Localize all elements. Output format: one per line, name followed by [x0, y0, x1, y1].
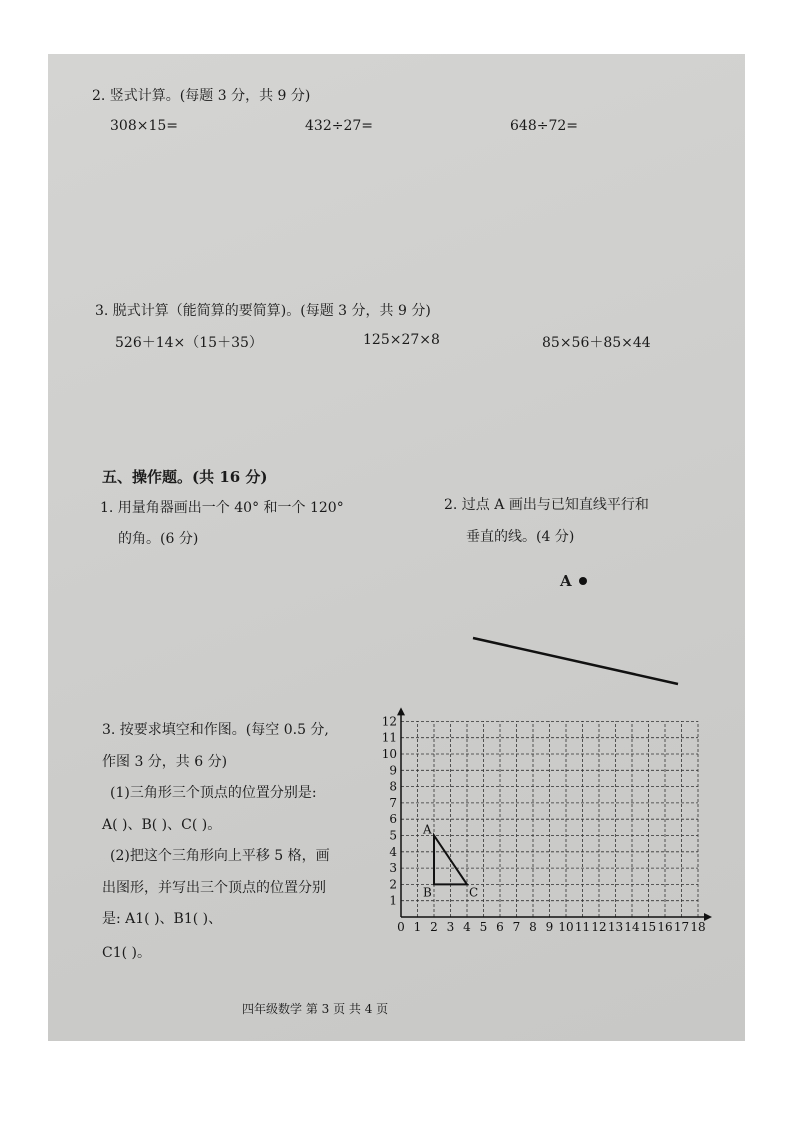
op-q2-line1: 2. 过点 A 画出与已知直线平行和	[444, 497, 649, 513]
y-tick-label: 5	[389, 828, 397, 843]
y-tick-label: 4	[389, 844, 397, 859]
y-tick-label: 10	[381, 747, 397, 761]
y-tick-label: 6	[389, 812, 397, 827]
x-tick-label: 0	[397, 920, 405, 934]
x-tick-label: 12	[591, 920, 607, 934]
x-tick-label: 13	[607, 920, 624, 934]
q2-item-2: 432÷27=	[305, 118, 373, 134]
op-q3-line6: 出图形，并写出三个顶点的位置分别	[102, 880, 326, 896]
x-tick-label: 14	[624, 920, 640, 934]
x-tick-label: 17	[673, 920, 690, 934]
y-tick-label: 12	[381, 714, 397, 729]
x-tick-label: 7	[512, 920, 521, 934]
y-tick-label: 2	[389, 877, 397, 892]
y-tick-label: 1	[389, 893, 397, 908]
x-tick-label: 18	[690, 920, 706, 934]
op-q3-line2: 作图 3 分，共 6 分)	[102, 754, 228, 770]
triangle-vertex-label: A	[423, 822, 432, 837]
op-q2-line2: 垂直的线。(4 分)	[466, 529, 575, 545]
op-q3-line3: (1)三角形三个顶点的位置分别是:	[110, 785, 317, 801]
point-a-label: A	[560, 572, 572, 590]
x-tick-label: 4	[463, 920, 471, 934]
q3-item-1: 526＋14×（15＋35）	[115, 335, 263, 351]
x-tick-label: 9	[545, 920, 554, 934]
q3-title: 3. 脱式计算（能简算的要简算)。(每题 3 分，共 9 分)	[95, 303, 431, 319]
q2-item-1: 308×15=	[110, 118, 178, 134]
y-tick-label: 9	[389, 763, 397, 778]
section5-title: 五、操作题。(共 16 分)	[102, 468, 268, 486]
op-q3-line1: 3. 按要求填空和作图。(每空 0.5 分,	[102, 722, 329, 738]
x-tick-label: 15	[640, 920, 657, 934]
footer: 四年级数学 第 3 页 共 4 页	[242, 1002, 389, 1016]
x-tick-label: 6	[496, 920, 504, 934]
x-tick-label: 16	[657, 920, 673, 934]
triangle-vertex-label: B	[423, 885, 432, 900]
x-tick-label: 3	[446, 920, 455, 934]
op-q3-line7: 是: A1( )、B1( )、	[102, 911, 223, 927]
q3-item-3: 85×56＋85×44	[542, 335, 651, 351]
y-tick-label: 7	[389, 795, 397, 810]
op-q1-line2: 的角。(6 分)	[118, 531, 199, 547]
q2-title: 2. 竖式计算。(每题 3 分，共 9 分)	[92, 88, 311, 104]
y-axis-arrow-icon	[397, 707, 405, 715]
triangle-abc	[434, 836, 467, 885]
q3-item-2: 125×27×8	[363, 332, 440, 348]
x-tick-label: 1	[413, 920, 422, 934]
y-tick-label: 3	[389, 861, 397, 876]
x-tick-label: 10	[558, 920, 574, 934]
op-q3-line8: C1( )。	[102, 945, 151, 961]
y-tick-label: 8	[389, 779, 397, 794]
op-q1-line1: 1. 用量角器画出一个 40° 和一个 120°	[100, 500, 344, 516]
op-q3-line5: (2)把这个三角形向上平移 5 格，画	[110, 848, 330, 864]
y-tick-label: 11	[381, 730, 397, 745]
op-q3-line4: A( )、B( )、C( )。	[102, 817, 222, 833]
x-tick-label: 8	[529, 920, 537, 934]
q2-item-3: 648÷72=	[510, 118, 578, 134]
x-tick-label: 5	[479, 920, 488, 934]
given-line	[473, 638, 678, 684]
triangle-vertex-label: C	[469, 885, 479, 900]
coordinate-grid	[382, 707, 712, 934]
x-tick-label: 2	[430, 920, 438, 934]
x-tick-label: 11	[574, 920, 591, 934]
